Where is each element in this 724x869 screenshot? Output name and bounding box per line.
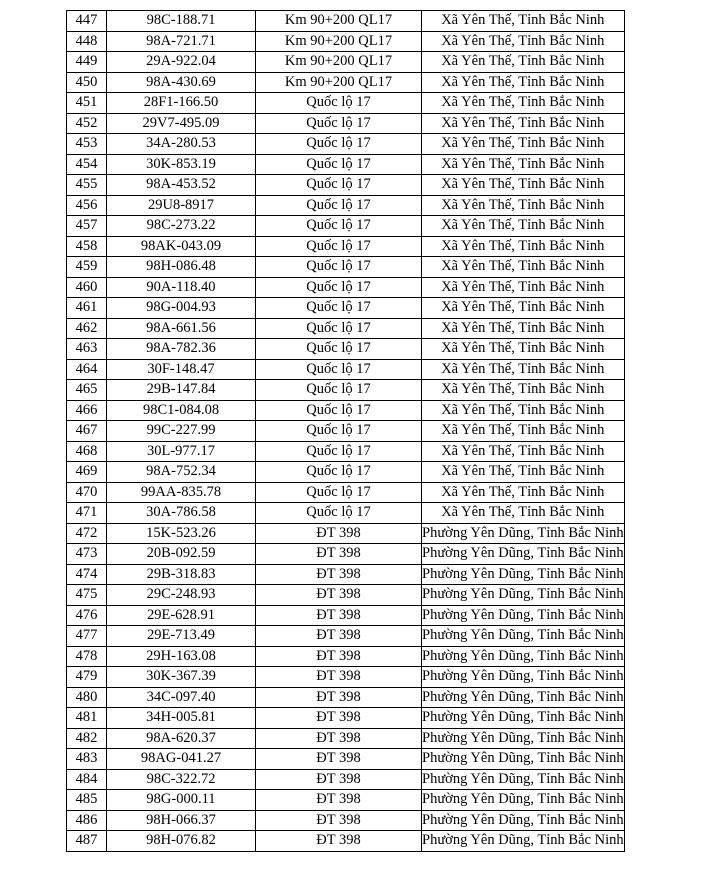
cell-stt: 480 bbox=[67, 687, 107, 708]
cell-stt: 448 bbox=[67, 31, 107, 52]
table-row bbox=[67, 667, 625, 688]
cell-address: Phường Yên Dũng, Tỉnh Bắc Ninh bbox=[422, 605, 625, 626]
table-row bbox=[67, 31, 625, 52]
cell-plate: 98H-066.37 bbox=[107, 810, 256, 831]
table-row bbox=[67, 175, 625, 196]
cell-stt: 477 bbox=[67, 626, 107, 647]
cell-stt: 466 bbox=[67, 400, 107, 421]
cell-plate: 98H-086.48 bbox=[107, 257, 256, 278]
cell-plate: 28F1-166.50 bbox=[107, 93, 256, 114]
cell-plate: 98A-721.71 bbox=[107, 31, 256, 52]
cell-address: Xã Yên Thế, Tỉnh Bắc Ninh bbox=[422, 31, 625, 52]
cell-plate: 99C-227.99 bbox=[107, 421, 256, 442]
table-row bbox=[67, 523, 625, 544]
cell-address: Xã Yên Thế, Tỉnh Bắc Ninh bbox=[422, 11, 625, 32]
cell-location: Quốc lộ 17 bbox=[256, 113, 422, 134]
cell-location: Quốc lộ 17 bbox=[256, 298, 422, 319]
table-row bbox=[67, 380, 625, 401]
cell-stt: 474 bbox=[67, 564, 107, 585]
cell-location: ĐT 398 bbox=[256, 790, 422, 811]
table-row bbox=[67, 52, 625, 73]
cell-address: Phường Yên Dũng, Tỉnh Bắc Ninh bbox=[422, 728, 625, 749]
cell-plate: 29C-248.93 bbox=[107, 585, 256, 606]
cell-plate: 30A-786.58 bbox=[107, 503, 256, 524]
violation-table bbox=[66, 10, 625, 852]
document-page bbox=[66, 10, 625, 852]
cell-stt: 464 bbox=[67, 359, 107, 380]
cell-address: Xã Yên Thế, Tỉnh Bắc Ninh bbox=[422, 93, 625, 114]
cell-address: Xã Yên Thế, Tỉnh Bắc Ninh bbox=[422, 462, 625, 483]
cell-stt: 463 bbox=[67, 339, 107, 360]
cell-stt: 465 bbox=[67, 380, 107, 401]
cell-stt: 455 bbox=[67, 175, 107, 196]
cell-address: Phường Yên Dũng, Tỉnh Bắc Ninh bbox=[422, 585, 625, 606]
cell-location: Quốc lộ 17 bbox=[256, 421, 422, 442]
cell-location: ĐT 398 bbox=[256, 728, 422, 749]
cell-location: ĐT 398 bbox=[256, 687, 422, 708]
cell-stt: 456 bbox=[67, 195, 107, 216]
cell-location: Quốc lộ 17 bbox=[256, 134, 422, 155]
cell-plate: 99AA-835.78 bbox=[107, 482, 256, 503]
cell-plate: 34C-097.40 bbox=[107, 687, 256, 708]
cell-address: Xã Yên Thế, Tỉnh Bắc Ninh bbox=[422, 134, 625, 155]
cell-stt: 459 bbox=[67, 257, 107, 278]
table-row bbox=[67, 154, 625, 175]
table-row bbox=[67, 605, 625, 626]
cell-location: Quốc lộ 17 bbox=[256, 400, 422, 421]
cell-plate: 98A-430.69 bbox=[107, 72, 256, 93]
table-body bbox=[67, 11, 625, 852]
cell-stt: 476 bbox=[67, 605, 107, 626]
cell-plate: 29B-318.83 bbox=[107, 564, 256, 585]
cell-location: Quốc lộ 17 bbox=[256, 236, 422, 257]
cell-location: Quốc lộ 17 bbox=[256, 380, 422, 401]
cell-address: Xã Yên Thế, Tỉnh Bắc Ninh bbox=[422, 400, 625, 421]
cell-plate: 98G-000.11 bbox=[107, 790, 256, 811]
cell-plate: 30K-367.39 bbox=[107, 667, 256, 688]
table-row bbox=[67, 400, 625, 421]
cell-stt: 479 bbox=[67, 667, 107, 688]
cell-address: Xã Yên Thế, Tỉnh Bắc Ninh bbox=[422, 503, 625, 524]
cell-plate: 34A-280.53 bbox=[107, 134, 256, 155]
cell-stt: 461 bbox=[67, 298, 107, 319]
cell-stt: 481 bbox=[67, 708, 107, 729]
cell-plate: 30K-853.19 bbox=[107, 154, 256, 175]
cell-address: Phường Yên Dũng, Tỉnh Bắc Ninh bbox=[422, 544, 625, 565]
cell-location: ĐT 398 bbox=[256, 667, 422, 688]
table-row bbox=[67, 359, 625, 380]
cell-plate: 29U8-8917 bbox=[107, 195, 256, 216]
cell-plate: 98A-661.56 bbox=[107, 318, 256, 339]
table-row bbox=[67, 482, 625, 503]
cell-plate: 98C-273.22 bbox=[107, 216, 256, 237]
table-row bbox=[67, 134, 625, 155]
cell-location: ĐT 398 bbox=[256, 626, 422, 647]
cell-address: Phường Yên Dũng, Tỉnh Bắc Ninh bbox=[422, 749, 625, 770]
cell-address: Xã Yên Thế, Tỉnh Bắc Ninh bbox=[422, 113, 625, 134]
cell-location: Quốc lộ 17 bbox=[256, 482, 422, 503]
cell-location: Quốc lộ 17 bbox=[256, 93, 422, 114]
table-row bbox=[67, 277, 625, 298]
cell-plate: 98C1-084.08 bbox=[107, 400, 256, 421]
cell-address: Xã Yên Thế, Tỉnh Bắc Ninh bbox=[422, 441, 625, 462]
cell-address: Xã Yên Thế, Tỉnh Bắc Ninh bbox=[422, 72, 625, 93]
cell-address: Xã Yên Thế, Tỉnh Bắc Ninh bbox=[422, 154, 625, 175]
cell-location: Km 90+200 QL17 bbox=[256, 52, 422, 73]
cell-plate: 34H-005.81 bbox=[107, 708, 256, 729]
table-row bbox=[67, 72, 625, 93]
cell-plate: 30L-977.17 bbox=[107, 441, 256, 462]
table-row bbox=[67, 318, 625, 339]
cell-plate: 98A-782.36 bbox=[107, 339, 256, 360]
cell-location: Quốc lộ 17 bbox=[256, 462, 422, 483]
cell-stt: 487 bbox=[67, 831, 107, 852]
table-row bbox=[67, 421, 625, 442]
table-row bbox=[67, 728, 625, 749]
cell-stt: 484 bbox=[67, 769, 107, 790]
table-row bbox=[67, 749, 625, 770]
cell-location: ĐT 398 bbox=[256, 708, 422, 729]
cell-address: Phường Yên Dũng, Tỉnh Bắc Ninh bbox=[422, 769, 625, 790]
cell-address: Xã Yên Thế, Tỉnh Bắc Ninh bbox=[422, 52, 625, 73]
cell-stt: 467 bbox=[67, 421, 107, 442]
cell-plate: 98A-453.52 bbox=[107, 175, 256, 196]
cell-stt: 483 bbox=[67, 749, 107, 770]
cell-location: Quốc lộ 17 bbox=[256, 277, 422, 298]
table-row bbox=[67, 708, 625, 729]
cell-stt: 453 bbox=[67, 134, 107, 155]
cell-plate: 98C-188.71 bbox=[107, 11, 256, 32]
table-row bbox=[67, 687, 625, 708]
table-row bbox=[67, 544, 625, 565]
cell-location: Quốc lộ 17 bbox=[256, 154, 422, 175]
cell-address: Xã Yên Thế, Tỉnh Bắc Ninh bbox=[422, 380, 625, 401]
cell-plate: 29V7-495.09 bbox=[107, 113, 256, 134]
cell-plate: 30F-148.47 bbox=[107, 359, 256, 380]
cell-location: Quốc lộ 17 bbox=[256, 195, 422, 216]
cell-address: Xã Yên Thế, Tỉnh Bắc Ninh bbox=[422, 257, 625, 278]
table-row bbox=[67, 769, 625, 790]
cell-address: Xã Yên Thế, Tỉnh Bắc Ninh bbox=[422, 482, 625, 503]
cell-plate: 29E-713.49 bbox=[107, 626, 256, 647]
cell-address: Xã Yên Thế, Tỉnh Bắc Ninh bbox=[422, 195, 625, 216]
cell-plate: 98G-004.93 bbox=[107, 298, 256, 319]
cell-plate: 29A-922.04 bbox=[107, 52, 256, 73]
cell-location: Quốc lộ 17 bbox=[256, 503, 422, 524]
cell-location: ĐT 398 bbox=[256, 831, 422, 852]
cell-stt: 451 bbox=[67, 93, 107, 114]
cell-location: ĐT 398 bbox=[256, 749, 422, 770]
cell-stt: 450 bbox=[67, 72, 107, 93]
cell-address: Phường Yên Dũng, Tỉnh Bắc Ninh bbox=[422, 626, 625, 647]
cell-address: Xã Yên Thế, Tỉnh Bắc Ninh bbox=[422, 339, 625, 360]
table-row bbox=[67, 216, 625, 237]
cell-address: Phường Yên Dũng, Tỉnh Bắc Ninh bbox=[422, 646, 625, 667]
cell-address: Xã Yên Thế, Tỉnh Bắc Ninh bbox=[422, 277, 625, 298]
cell-stt: 454 bbox=[67, 154, 107, 175]
cell-stt: 486 bbox=[67, 810, 107, 831]
cell-address: Phường Yên Dũng, Tỉnh Bắc Ninh bbox=[422, 708, 625, 729]
cell-plate: 98C-322.72 bbox=[107, 769, 256, 790]
cell-plate: 15K-523.26 bbox=[107, 523, 256, 544]
table-row bbox=[67, 298, 625, 319]
cell-stt: 472 bbox=[67, 523, 107, 544]
cell-stt: 470 bbox=[67, 482, 107, 503]
cell-location: ĐT 398 bbox=[256, 646, 422, 667]
cell-plate: 29B-147.84 bbox=[107, 380, 256, 401]
table-row bbox=[67, 503, 625, 524]
table-row bbox=[67, 831, 625, 852]
cell-address: Phường Yên Dũng, Tỉnh Bắc Ninh bbox=[422, 667, 625, 688]
cell-stt: 475 bbox=[67, 585, 107, 606]
cell-stt: 452 bbox=[67, 113, 107, 134]
cell-location: Quốc lộ 17 bbox=[256, 175, 422, 196]
cell-stt: 462 bbox=[67, 318, 107, 339]
table-row bbox=[67, 113, 625, 134]
table-row bbox=[67, 790, 625, 811]
cell-plate: 90A-118.40 bbox=[107, 277, 256, 298]
cell-location: ĐT 398 bbox=[256, 769, 422, 790]
table-row bbox=[67, 646, 625, 667]
cell-location: ĐT 398 bbox=[256, 605, 422, 626]
cell-stt: 457 bbox=[67, 216, 107, 237]
cell-location: ĐT 398 bbox=[256, 564, 422, 585]
cell-plate: 29E-628.91 bbox=[107, 605, 256, 626]
cell-address: Phường Yên Dũng, Tỉnh Bắc Ninh bbox=[422, 831, 625, 852]
cell-stt: 482 bbox=[67, 728, 107, 749]
cell-location: Quốc lộ 17 bbox=[256, 359, 422, 380]
cell-location: ĐT 398 bbox=[256, 544, 422, 565]
cell-stt: 473 bbox=[67, 544, 107, 565]
table-row bbox=[67, 236, 625, 257]
cell-plate: 98H-076.82 bbox=[107, 831, 256, 852]
table-row bbox=[67, 462, 625, 483]
cell-stt: 469 bbox=[67, 462, 107, 483]
table-row bbox=[67, 195, 625, 216]
cell-address: Xã Yên Thế, Tỉnh Bắc Ninh bbox=[422, 216, 625, 237]
cell-stt: 471 bbox=[67, 503, 107, 524]
cell-location: ĐT 398 bbox=[256, 523, 422, 544]
cell-location: Quốc lộ 17 bbox=[256, 441, 422, 462]
table-row bbox=[67, 441, 625, 462]
cell-plate: 20B-092.59 bbox=[107, 544, 256, 565]
cell-plate: 98AK-043.09 bbox=[107, 236, 256, 257]
cell-stt: 468 bbox=[67, 441, 107, 462]
cell-address: Xã Yên Thế, Tỉnh Bắc Ninh bbox=[422, 298, 625, 319]
cell-location: Quốc lộ 17 bbox=[256, 216, 422, 237]
cell-stt: 458 bbox=[67, 236, 107, 257]
cell-stt: 447 bbox=[67, 11, 107, 32]
cell-stt: 478 bbox=[67, 646, 107, 667]
table-row bbox=[67, 564, 625, 585]
cell-location: ĐT 398 bbox=[256, 810, 422, 831]
cell-address: Xã Yên Thế, Tỉnh Bắc Ninh bbox=[422, 318, 625, 339]
cell-address: Xã Yên Thế, Tỉnh Bắc Ninh bbox=[422, 359, 625, 380]
cell-location: ĐT 398 bbox=[256, 585, 422, 606]
cell-address: Xã Yên Thế, Tỉnh Bắc Ninh bbox=[422, 175, 625, 196]
cell-address: Phường Yên Dũng, Tỉnh Bắc Ninh bbox=[422, 790, 625, 811]
cell-stt: 449 bbox=[67, 52, 107, 73]
cell-location: Km 90+200 QL17 bbox=[256, 11, 422, 32]
table-row bbox=[67, 11, 625, 32]
table-row bbox=[67, 585, 625, 606]
table-row bbox=[67, 93, 625, 114]
cell-plate: 98A-620.37 bbox=[107, 728, 256, 749]
table-row bbox=[67, 810, 625, 831]
cell-address: Xã Yên Thế, Tỉnh Bắc Ninh bbox=[422, 421, 625, 442]
cell-stt: 485 bbox=[67, 790, 107, 811]
cell-plate: 98AG-041.27 bbox=[107, 749, 256, 770]
cell-plate: 29H-163.08 bbox=[107, 646, 256, 667]
cell-plate: 98A-752.34 bbox=[107, 462, 256, 483]
table-row bbox=[67, 626, 625, 647]
cell-location: Km 90+200 QL17 bbox=[256, 31, 422, 52]
cell-location: Quốc lộ 17 bbox=[256, 318, 422, 339]
cell-location: Quốc lộ 17 bbox=[256, 339, 422, 360]
cell-stt: 460 bbox=[67, 277, 107, 298]
cell-address: Phường Yên Dũng, Tỉnh Bắc Ninh bbox=[422, 523, 625, 544]
cell-address: Phường Yên Dũng, Tỉnh Bắc Ninh bbox=[422, 687, 625, 708]
table-row bbox=[67, 339, 625, 360]
cell-location: Quốc lộ 17 bbox=[256, 257, 422, 278]
cell-address: Xã Yên Thế, Tỉnh Bắc Ninh bbox=[422, 236, 625, 257]
cell-location: Km 90+200 QL17 bbox=[256, 72, 422, 93]
cell-address: Phường Yên Dũng, Tỉnh Bắc Ninh bbox=[422, 810, 625, 831]
cell-address: Phường Yên Dũng, Tỉnh Bắc Ninh bbox=[422, 564, 625, 585]
table-row bbox=[67, 257, 625, 278]
